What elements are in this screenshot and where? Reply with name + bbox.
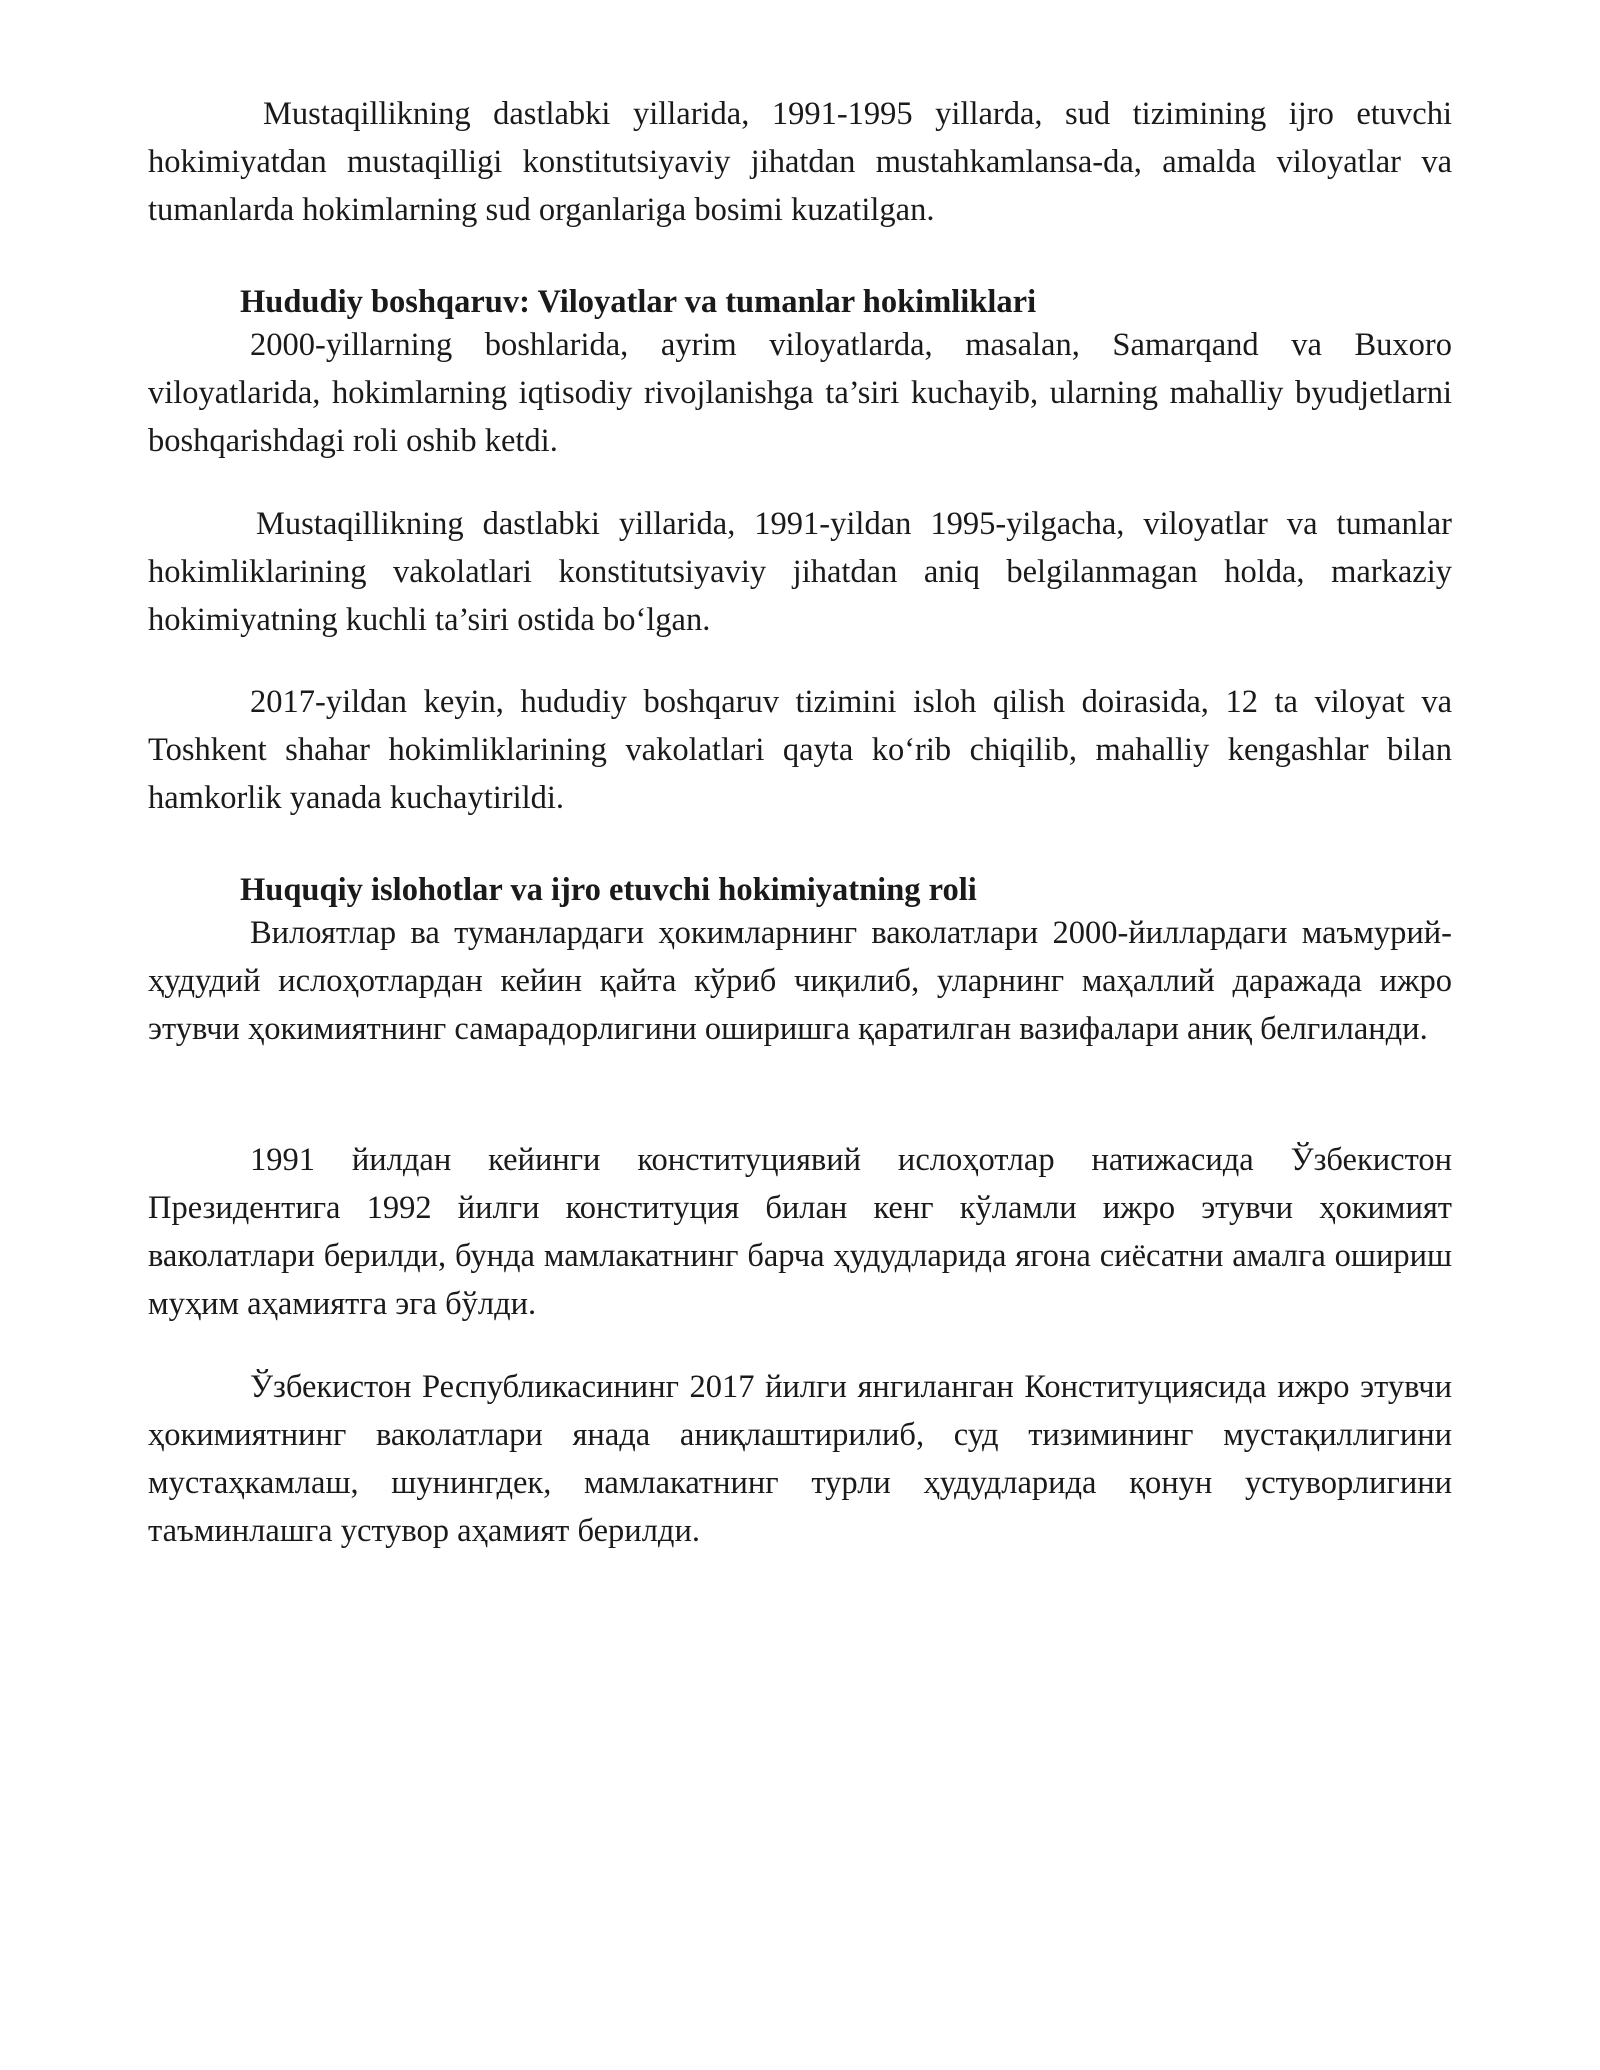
paragraph-5: Вилоятлар ва туманлардаги ҳокимларнинг ваколатлари 2000-йиллардаги маъмурий-ҳудудий ислоҳотлардан кейин қайта кўриб чиқилиб, уларнинг маҳаллий даражада ижро этувчи ҳокимиятнинг самарадорлигини оширишга қаратилган вазифалари аниқ белгиланди. <box>148 915 1452 1047</box>
section-heading-2: Huquqiy islohotlar va ijro etuvchi hokimiyatning roli <box>240 872 977 908</box>
paragraph-1: Mustaqillikning dastlabki yillarida, 1991-1995 yillarda, sud tizimining ijro etuvchi hokimiyatdan mustaqilligi konstitutsiyaviy jihatdan mustahkamlansa-da, amalda viloyatlar va tumanlarda hokimlarning sud organlariga bosimi kuzatilgan. <box>148 96 1452 228</box>
paragraph-2: 2000-yillarning boshlarida, ayrim viloyatlarda, masalan, Samarqand va Buxoro viloyatlarida, hokimlarning iqtisodiy rivojlanishga ta’siri kuchayib, ularning mahalliy byudjetlarni boshqarishdagi roli oshib ketdi. <box>148 327 1452 459</box>
paragraph-6: 1991 йилдан кейинги конституциявий ислоҳотлар натижасида Ўзбекистон Президентига 1992 йилги конституция билан кенг кўламли ижро этувчи ҳокимият ваколатлари берилди, бунда мамлакатнинг барча ҳудудларида ягона сиёсатни амалга ошириш муҳим аҳамиятга эга бўлди. <box>148 1142 1452 1322</box>
paragraph-4: 2017-yildan keyin, hududiy boshqaruv tizimini isloh qilish doirasida, 12 ta viloyat va Toshkent shahar hokimliklarining vakolatlari qayta ko‘rib chiqilib, mahalliy kengashlar bilan hamkorlik yanada kuchaytirildi. <box>148 684 1452 816</box>
paragraph-7: Ўзбекистон Республикасининг 2017 йилги янгиланган Конституциясида ижро этувчи ҳокимиятнинг ваколатлари янада аниқлаштирилиб, суд тизимининг мустақиллигини мустаҳкамлаш, шунингдек, мамлакатнинг турли ҳудудларида қонун устуворлигини таъминлашга устувор аҳамият берилди. <box>148 1369 1452 1549</box>
section-heading-1: Hududiy boshqaruv: Viloyatlar va tumanlar hokimliklari <box>240 284 1037 320</box>
paragraph-3: Mustaqillikning dastlabki yillarida, 1991-yildan 1995-yilgacha, viloyatlar va tumanlar hokimliklarining vakolatlari konstitutsiyaviy jihatdan aniq belgilanmagan holda, markaziy hokimiyatning kuchli ta’siri ostida bo‘lgan. <box>148 506 1452 638</box>
